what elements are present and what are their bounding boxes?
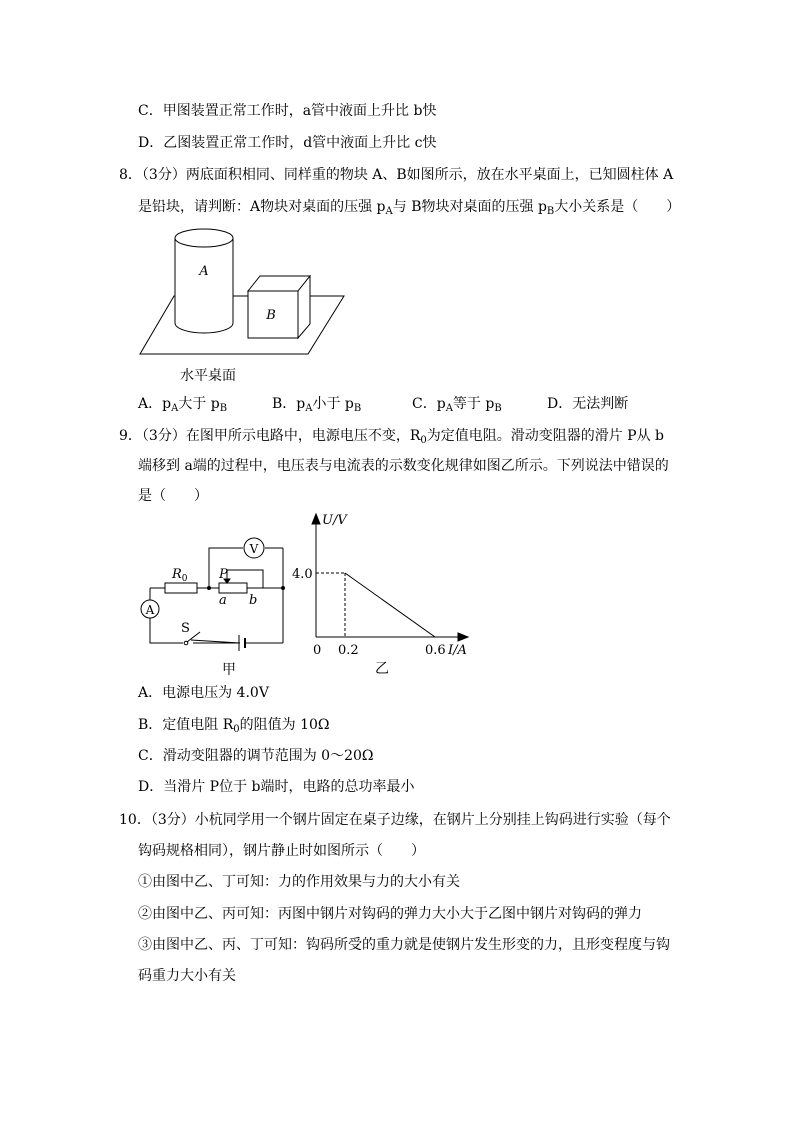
q9-opt-b-text-a: B．定值电阻 R <box>138 717 234 733</box>
graph-line <box>345 573 435 637</box>
q8-opt-c-sub1: A <box>445 403 453 414</box>
q9-stem-text-b: 为定值电阻。滑动变阻器的滑片 P从 b <box>426 428 665 444</box>
q8-opt-b-sub1: A <box>305 403 313 414</box>
q10-statement-3-line1: ③由图中乙、丙、丁可知：钩码所受的重力就是使钢片发生形变的力，且形变程度与钩 <box>138 937 670 953</box>
q8-option-b <box>272 394 361 419</box>
q9-stem-sub: 0 <box>420 435 427 446</box>
q8-opt-a-sub1: A <box>171 403 179 414</box>
q9-stem-line1 <box>119 426 664 451</box>
q9-option-a: A．电源电压为 4.0V <box>138 685 269 701</box>
q8-stem-text-b: 与 B物块对桌面的压强 p <box>392 199 547 215</box>
q8-option-d: D．无法判断 <box>547 396 629 412</box>
q9-stem-text-a: 9．（3分）在图甲所示电路中，电源电压不变，R <box>119 428 421 444</box>
rheostat <box>219 583 247 593</box>
q9-stem-line2: 端移到 a端的过程中，电压表与电流表的示数变化规律如图乙所示。下列说法中错误的 <box>138 458 669 474</box>
q8-option-a <box>138 394 227 419</box>
q7-option-d: D．乙图装置正常工作时，d管中液面上升比 c快 <box>138 135 437 151</box>
q8-option-c <box>412 394 502 419</box>
q9-opt-b-text-b: 的阻值为 10Ω <box>239 717 330 733</box>
table-surface <box>140 296 344 354</box>
q8-opt-b-prefix: B．p <box>272 396 306 412</box>
q8-stem-line2 <box>138 197 680 222</box>
circuit-caption: 甲 <box>222 662 236 678</box>
x-tick-0.2: 0.2 <box>338 643 359 658</box>
q8-figure-caption: 水平桌面 <box>180 368 236 384</box>
voltmeter-label: V <box>249 542 259 556</box>
q9-opt-b-sub: 0 <box>233 724 240 735</box>
q9-stem-line3: 是（ ） <box>138 488 208 504</box>
q10-stem-line2: 钩码规格相同），钢片静止时如图所示（ ） <box>138 843 425 859</box>
q8-opt-c-sub2: B <box>494 403 502 414</box>
r0-label: $R_0$ <box>172 567 188 584</box>
q8-stem-line1: 8．（3分）两底面积相同、同样重的物块 A、B如图所示，放在水平桌面上，已知圆柱体 A <box>119 167 674 183</box>
p-label: P <box>219 567 228 582</box>
q8-opt-c-prefix: C．p <box>412 396 446 412</box>
q8-opt-a-prefix: A．p <box>138 396 172 412</box>
q10-statement-3-line2: 码重力大小有关 <box>138 968 236 984</box>
q9-option-b <box>138 715 330 740</box>
x-axis-label: I/A <box>448 643 467 658</box>
q8-opt-b-mid: 小于 p <box>312 396 354 412</box>
b-label: b <box>249 593 258 608</box>
label-a: A <box>199 264 209 279</box>
q10-statement-1: ①由图中乙、丁可知：力的作用效果与力的大小有关 <box>138 874 460 890</box>
y-axis-label: U/V <box>322 513 347 528</box>
cylinder-a <box>175 238 233 333</box>
q8-opt-a-sub2: B <box>219 403 228 414</box>
q9-ui-graph <box>290 508 470 678</box>
q8-stem-text-c: 大小关系是（ ） <box>554 199 681 215</box>
label-b: B <box>266 308 276 323</box>
q9-option-c: C．滑动变阻器的调节范围为 0～20Ω <box>138 748 374 764</box>
q8-stem-text-a: 是铅块，请判断：A物块对桌面的压强 p <box>138 199 386 215</box>
q10-stem-line1: 10．（3分）小杭同学用一个钢片固定在桌子边缘，在钢片上分别挂上钩码进行实验（每个 <box>119 812 671 828</box>
resistor-r0 <box>165 583 197 593</box>
ammeter-label: A <box>145 603 155 617</box>
origin-label: 0 <box>313 643 322 658</box>
q8-stem-sub-b: B <box>546 206 555 217</box>
q8-stem-sub-a: A <box>385 206 393 217</box>
q8-figure <box>138 226 358 366</box>
x-tick-0.6: 0.6 <box>425 643 446 658</box>
switch-label: S <box>181 621 190 636</box>
q7-option-c: C．甲图装置正常工作时，a管中液面上升比 b快 <box>138 103 437 119</box>
graph-caption: 乙 <box>375 661 389 677</box>
q9-circuit-diagram <box>135 528 295 678</box>
q9-option-d: D．当滑片 P位于 b端时，电路的总功率最小 <box>138 779 415 795</box>
q8-opt-c-mid: 等于 p <box>452 396 495 412</box>
q8-opt-b-sub2: B <box>353 403 362 414</box>
q10-statement-2: ②由图中乙、丙可知：丙图中钢片对钩码的弹力大小大于乙图中钢片对钩码的弹力 <box>138 906 642 922</box>
q8-opt-a-mid: 大于 p <box>178 396 220 412</box>
a-label: a <box>219 593 227 608</box>
y-tick-4: 4.0 <box>292 567 313 582</box>
